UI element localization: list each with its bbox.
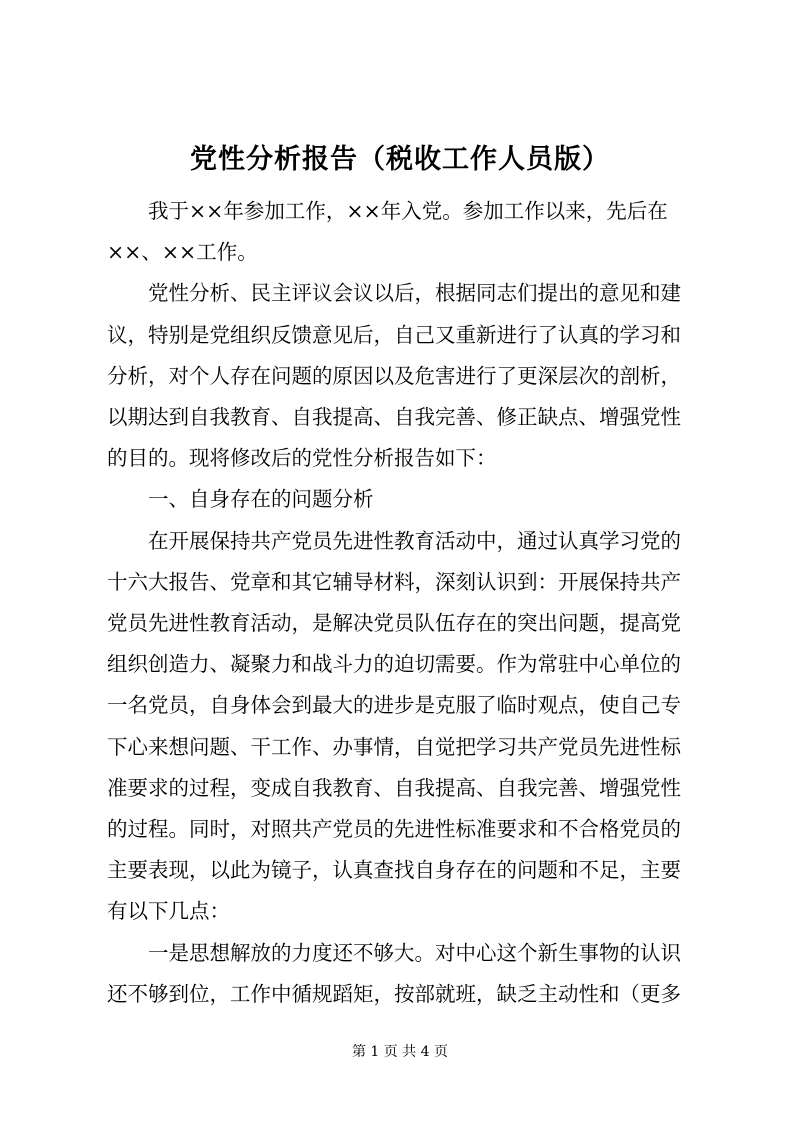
paragraph-intro: 我于××年参加工作，××年入党。参加工作以来，先后在 ××、××工作。 bbox=[107, 199, 668, 265]
section-heading: 一、自身存在的问题分析 bbox=[148, 487, 374, 512]
paragraph-point-one: 一是思想解放的力度还不够大。对中心这个新生事物的认识 还不够到位，工作中循规蹈矩，按部就班，缺乏主动性和（更多 bbox=[107, 940, 681, 1006]
document-title: 党性分析报告（税收工作人员版） bbox=[190, 144, 610, 175]
paragraph-analysis: 在开展保持共产党员先进性教育活动中，通过认真学习党的 十六大报告、党章和其它辅导材料，深刻认识到：开展保持共产 党员先进性教育活动，是解决党员队伍存在的突出问题，提高党 组织创造力、凝聚力和战斗力的迫切需要。作为常驻中心单位的 一名党员，自身体会到最大的进步是克服了临时观点，使自己专 下心来想问题、干工作、办事情，自觉把学习共产党员先进性标 准要求的过程，变成自我教育、自我提高、自我完善、增强党性 的过程。同时，对照共产党员的先进性标准要求和不合格党员的 主要表现，以此为镜子，认真查找自身存在的问题和不足，主要 有以下几点： bbox=[107, 528, 681, 924]
page-footer: 第 1 页 共 4 页 bbox=[351, 1044, 449, 1060]
document-body bbox=[107, 191, 707, 1015]
paragraph-purpose: 党性分析、民主评议会议以后，根据同志们提出的意见和建 议，特别是党组织反馈意见后，自己又重新进行了认真的学习和 分析，对个人存在问题的原因以及危害进行了更深层次的剖析， 以期达到自我教育、自我提高、自我完善、修正缺点、增强党性 的目的。现将修改后的党性分析报告如下： bbox=[107, 281, 681, 471]
